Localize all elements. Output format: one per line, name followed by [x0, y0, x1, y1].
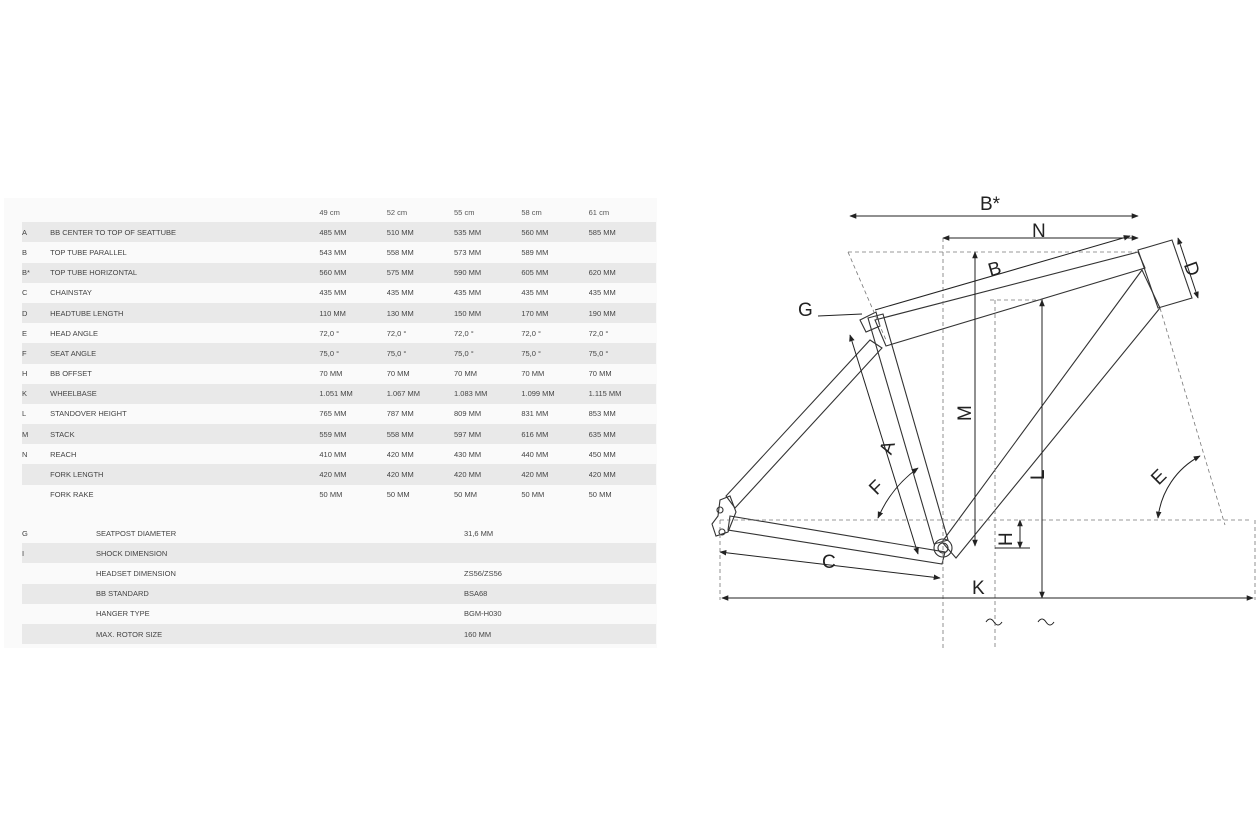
spec-key: G	[22, 528, 28, 538]
label-g: G	[798, 300, 813, 321]
seat-stay	[726, 340, 882, 508]
row-value: 72,0 °	[386, 328, 407, 338]
row-value: 590 MM	[454, 263, 521, 283]
row-label: STACK	[50, 424, 319, 444]
row-value: 560 MM	[521, 222, 588, 242]
geometry-row	[22, 485, 656, 505]
row-value: 435 MM	[521, 288, 549, 298]
spec-key	[22, 563, 96, 583]
row-value: 72,0 °	[319, 328, 340, 338]
row-value: 72,0 °	[454, 328, 474, 338]
spec-row	[22, 543, 656, 563]
geometry-row	[22, 364, 656, 384]
row-value: 420 MM	[387, 464, 454, 484]
size-header: 52 cm	[386, 207, 408, 217]
row-value: 420 MM	[454, 464, 521, 484]
row-key: M	[22, 424, 50, 444]
row-label: TOP TUBE HORIZONTAL	[50, 263, 319, 283]
seat-tube	[868, 314, 948, 544]
row-value: 450 MM	[588, 449, 616, 459]
header-key-cell	[22, 202, 50, 222]
size-header: 58 cm	[521, 207, 542, 217]
row-value: 597 MM	[454, 424, 521, 444]
frame-geometry-diagram	[690, 180, 1260, 650]
row-value: 70 MM	[521, 369, 545, 379]
geometry-row	[22, 444, 656, 464]
row-value: 75,0 °	[589, 343, 656, 363]
row-value: 585 MM	[589, 222, 656, 242]
row-label: FORK RAKE	[50, 490, 94, 500]
row-value: 435 MM	[588, 288, 616, 298]
spec-row	[22, 584, 656, 604]
row-value: 616 MM	[521, 424, 588, 444]
row-value: 853 MM	[588, 409, 616, 419]
row-key: E	[22, 328, 28, 338]
row-value: 1.115 MM	[589, 384, 656, 404]
geometry-row	[22, 384, 656, 404]
row-value: 543 MM	[319, 247, 347, 257]
row-label: REACH	[50, 449, 77, 459]
row-label: HEAD ANGLE	[50, 328, 99, 338]
geometry-row	[22, 303, 656, 323]
row-label: CHAINSTAY	[50, 288, 92, 298]
row-value: 420 MM	[386, 449, 414, 459]
row-key: H	[22, 369, 28, 379]
row-value: 440 MM	[521, 449, 549, 459]
spec-key	[22, 604, 96, 624]
spec-key	[22, 584, 96, 604]
spec-key	[22, 624, 96, 644]
row-value: 1.083 MM	[454, 384, 521, 404]
row-value: 573 MM	[454, 247, 482, 257]
label-f: F	[865, 476, 889, 500]
spec-row	[22, 563, 656, 583]
row-value: 70 MM	[319, 369, 343, 379]
row-value: 1.067 MM	[387, 384, 454, 404]
label-l: L	[1028, 469, 1049, 480]
specs-table	[22, 523, 656, 644]
row-value: 50 MM	[521, 490, 545, 500]
header-label-cell	[50, 202, 319, 222]
frame-outline	[712, 240, 1192, 564]
spec-key: I	[22, 543, 96, 563]
row-key: L	[22, 409, 27, 419]
label-a: A	[876, 438, 900, 458]
leader-g	[818, 314, 862, 316]
row-value: 430 MM	[454, 449, 482, 459]
row-value: 75,0 °	[521, 343, 588, 363]
dimension-labels	[798, 194, 1203, 599]
row-key: B*	[22, 263, 50, 283]
row-value: 589 MM	[521, 247, 549, 257]
size-header: 61 cm	[588, 207, 610, 217]
row-value: 435 MM	[454, 288, 482, 298]
row-value: 170 MM	[521, 303, 588, 323]
row-value: 510 MM	[387, 222, 454, 242]
row-value: 420 MM	[589, 464, 656, 484]
spec-label: SHOCK DIMENSION	[96, 543, 464, 563]
row-key: D	[22, 303, 50, 323]
row-key	[22, 485, 50, 505]
row-label: SEAT ANGLE	[50, 343, 319, 363]
geometry-row	[22, 343, 656, 363]
spec-value	[464, 543, 656, 563]
row-value: 535 MM	[454, 222, 521, 242]
geometry-row	[22, 263, 656, 283]
row-label: TOP TUBE PARALLEL	[50, 247, 127, 257]
size-header: 55 cm	[454, 207, 475, 217]
spec-label: SEATPOST DIAMETER	[96, 528, 177, 538]
row-value: 620 MM	[589, 263, 656, 283]
label-n: N	[1032, 221, 1046, 242]
row-key: A	[22, 222, 50, 242]
geometry-row	[22, 222, 656, 242]
row-value: 1.051 MM	[319, 384, 386, 404]
size-header-row	[22, 202, 656, 222]
label-m: M	[955, 405, 976, 421]
row-value: 110 MM	[319, 303, 386, 323]
spec-row	[22, 604, 656, 624]
row-value: 70 MM	[454, 369, 477, 379]
spec-value: 160 MM	[464, 624, 656, 644]
row-label: BB CENTER TO TOP OF SEATTUBE	[50, 222, 319, 242]
label-b: B	[985, 257, 1004, 282]
row-value: 410 MM	[319, 449, 347, 459]
spec-row	[22, 523, 656, 543]
geometry-row	[22, 464, 656, 484]
row-key: C	[22, 288, 28, 298]
row-value: 560 MM	[319, 263, 386, 283]
row-value: 72,0 °	[588, 328, 609, 338]
dim-b	[875, 236, 1130, 310]
row-value: 50 MM	[386, 490, 410, 500]
row-label: HEADTUBE LENGTH	[50, 303, 319, 323]
geometry-row	[22, 404, 656, 424]
row-value: 765 MM	[319, 409, 347, 419]
row-value: 75,0 °	[319, 343, 386, 363]
row-value: 435 MM	[319, 288, 347, 298]
row-key: K	[22, 384, 50, 404]
row-value: 72,0 °	[521, 328, 542, 338]
row-value: 435 MM	[386, 288, 414, 298]
geometry-row	[22, 323, 656, 343]
spec-label: HEADSET DIMENSION	[96, 568, 176, 578]
row-value: 809 MM	[454, 409, 482, 419]
row-value: 70 MM	[386, 369, 410, 379]
row-value: 558 MM	[387, 424, 454, 444]
row-label: BB OFFSET	[50, 369, 92, 379]
row-value: 1.099 MM	[521, 384, 588, 404]
spec-row	[22, 624, 656, 644]
row-value: 70 MM	[588, 369, 612, 379]
geometry-row	[22, 283, 656, 303]
row-value: 50 MM	[588, 490, 612, 500]
row-value: 605 MM	[521, 263, 588, 283]
geometry-table	[22, 202, 656, 505]
row-value: 485 MM	[319, 222, 386, 242]
row-value: 130 MM	[387, 303, 454, 323]
row-value: 75,0 °	[454, 343, 521, 363]
row-key: B	[22, 247, 28, 257]
label-c: C	[822, 552, 836, 573]
row-value: 787 MM	[386, 409, 414, 419]
row-value	[589, 242, 656, 262]
row-value: 559 MM	[319, 424, 386, 444]
label-d: D	[1178, 259, 1204, 280]
size-header: 49 cm	[319, 207, 340, 217]
label-h: H	[996, 532, 1017, 546]
row-value: 50 MM	[319, 490, 343, 500]
row-value: 420 MM	[521, 464, 588, 484]
spec-label: MAX. ROTOR SIZE	[96, 624, 464, 644]
row-value: 150 MM	[454, 303, 521, 323]
spec-value: ZS56/ZS56	[464, 568, 502, 578]
spec-label: BB STANDARD	[96, 584, 464, 604]
geometry-row	[22, 424, 656, 444]
row-value: 420 MM	[319, 464, 386, 484]
spec-value: BGM-H030	[464, 609, 502, 619]
spec-value: BSA68	[464, 584, 656, 604]
spec-value: 31,6 MM	[464, 528, 494, 538]
label-k: K	[972, 578, 985, 599]
row-value: 190 MM	[589, 303, 656, 323]
row-key: N	[22, 449, 28, 459]
row-key: F	[22, 343, 50, 363]
row-value: 75,0 °	[387, 343, 454, 363]
spec-label: HANGER TYPE	[96, 609, 150, 619]
seat-post	[860, 312, 880, 332]
row-value: 558 MM	[386, 247, 414, 257]
row-value: 50 MM	[454, 490, 477, 500]
row-label: FORK LENGTH	[50, 464, 319, 484]
label-e: E	[1147, 465, 1172, 490]
row-label: STANDOVER HEIGHT	[50, 409, 127, 419]
label-b-star: B*	[980, 194, 1001, 215]
top-tube	[875, 252, 1145, 346]
geometry-row	[22, 242, 656, 262]
row-value: 575 MM	[387, 263, 454, 283]
row-key	[22, 464, 50, 484]
row-value: 635 MM	[589, 424, 656, 444]
row-value: 831 MM	[521, 409, 549, 419]
dimension-lines	[720, 216, 1253, 625]
row-label: WHEELBASE	[50, 384, 319, 404]
